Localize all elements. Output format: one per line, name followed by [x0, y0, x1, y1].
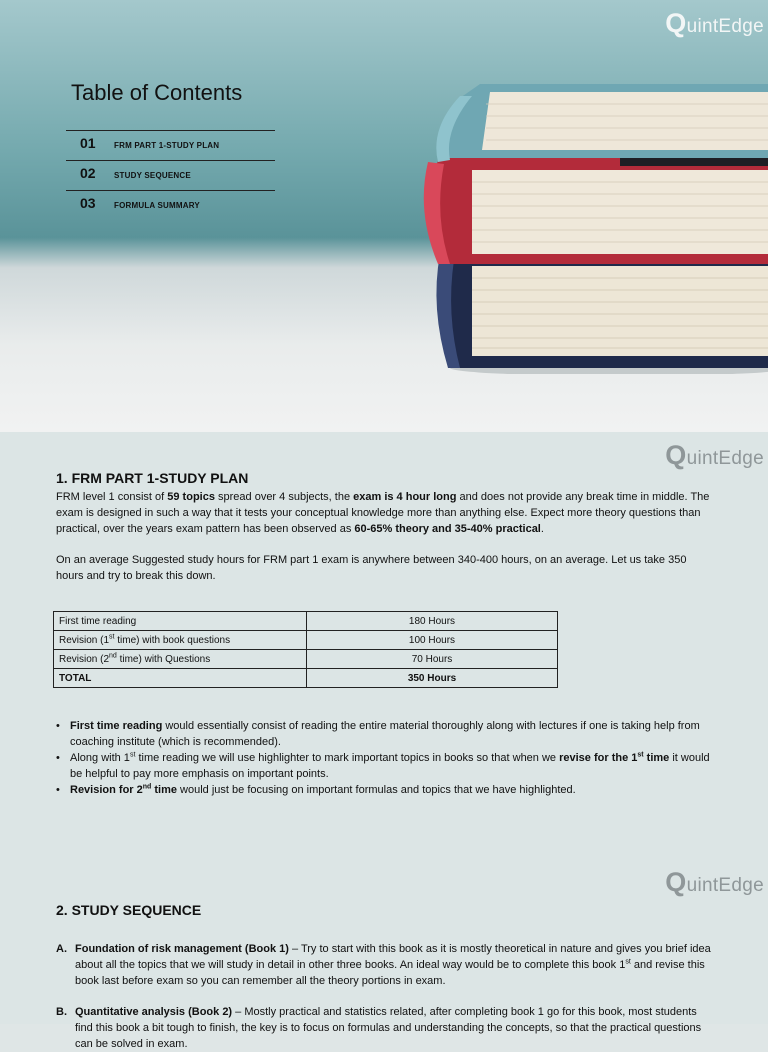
table-cell: 100 Hours [307, 631, 558, 650]
section-heading: 1. FRM PART 1-STUDY PLAN [56, 470, 249, 486]
table-cell: 180 Hours [307, 612, 558, 631]
hours-table [53, 611, 558, 688]
cover-slide [0, 0, 768, 432]
toc-number: 01 [80, 135, 96, 151]
table-row [54, 612, 558, 631]
toc-label: STUDY SEQUENCE [114, 171, 191, 180]
table-cell: Revision (1st time) with book questions [54, 631, 307, 650]
table-row [54, 631, 558, 650]
toc-item[interactable] [66, 130, 275, 160]
toc-item[interactable] [66, 190, 275, 220]
list-item: • Revision for 2nd time would just be focusing on important formulas and topics that we have highlighted. [56, 782, 716, 798]
books-stack-image [420, 78, 768, 374]
bullet-list [56, 718, 716, 798]
toc-title: Table of Contents [71, 80, 243, 105]
toc-label: FORMULA SUMMARY [114, 201, 200, 210]
section-heading: 2. STUDY SEQUENCE [56, 902, 202, 918]
list-item: • First time reading would essentially consist of reading the entire material thoroughly along with lectures if one is taking help from coaching institute (which is recommended). [56, 718, 716, 750]
list-item: • Along with 1st time reading we will use highlighter to mark important topics in books so that when we revise for the 1st time it would be helpful to pay more emphasis on important points. [56, 750, 716, 782]
paragraph: FRM level 1 consist of 59 topics spread over 4 subjects, the exam is 4 hour long and does not provide any break time in middle. The exam is designed in such a way that it tests your conceptual knowledge more than anything else. Expect more theory questions than practical, over the years exam pattern has been observed as 60-65% theory and 35-40% practical. [56, 491, 710, 535]
table-cell: TOTAL [54, 669, 307, 688]
toc-number: 02 [80, 165, 96, 181]
table-cell: 70 Hours [307, 650, 558, 669]
brand-logo: QuintEdge [665, 440, 764, 470]
toc-item[interactable] [66, 160, 275, 190]
brand-logo: QuintEdge [665, 8, 764, 38]
paragraph: On an average Suggested study hours for FRM part 1 exam is anywhere between 340-400 hours, on an average. Let us take 350 hours and try to break this down. [56, 554, 687, 582]
toc-label: FRM PART 1-STUDY PLAN [114, 141, 220, 150]
table-row [54, 669, 558, 688]
sequence-item: A. Foundation of risk management (Book 1) – Try to start with this book as it is mostly theoretical in nature and gives you brief idea about all the topics that we will study in detail in other three books. An ideal way would be to complete this book 1st and revise this book last before exam so you can remember all the theory portions in exam. [56, 943, 711, 987]
table-cell: 350 Hours [307, 669, 558, 688]
sequence-item: B. Quantitative analysis (Book 2) – Mostly practical and statistics related, after completing book 1 go for this book, most students find this book a bit tough to finish, the key is to focus on formulas and understanding the concepts, so that the practical questions can be solved in exam. [56, 1006, 702, 1050]
toc-number: 03 [80, 195, 96, 211]
brand-logo: QuintEdge [665, 867, 764, 897]
table-row [54, 650, 558, 669]
table-cell: Revision (2nd time) with Questions [54, 650, 307, 669]
table-cell: First time reading [54, 612, 307, 631]
